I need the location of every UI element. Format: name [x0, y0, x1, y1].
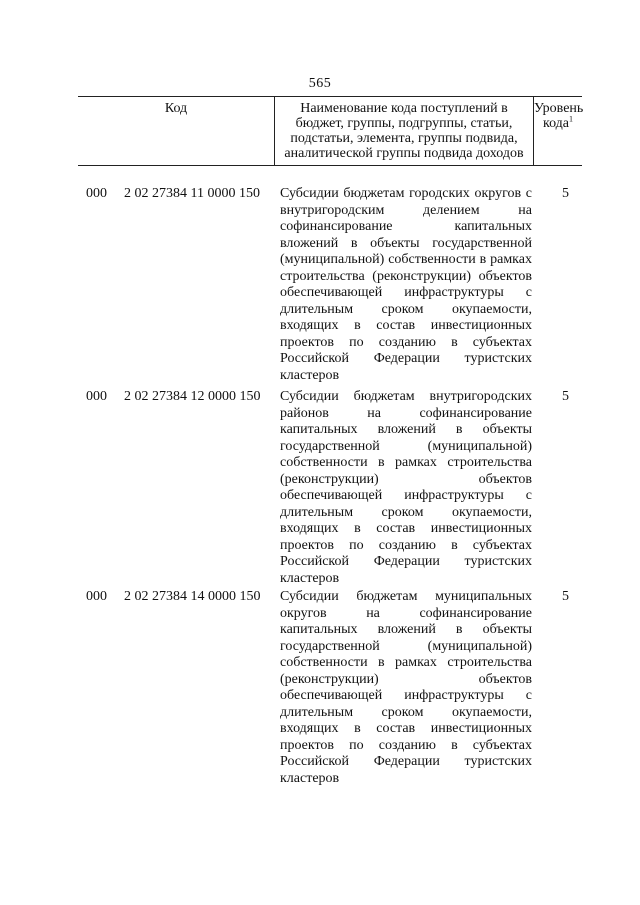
row-code: 2 02 27384 14 0000 150	[124, 589, 261, 604]
header-code: Код	[164, 101, 188, 116]
header-level-label: Уровень кода	[534, 101, 584, 131]
row-name: Субсидии бюджетам муниципальных округов на софинансирование капитальных вложений в объекты государственной (муниципальной) собственности в рамках строительства (реконструкции) объектов обеспечивающей инфраструктуры с длительным сроком окупаемости, входящих в состав инвестиционных проектов по созданию в субъектах Российской Федерации туристских кластеров	[280, 589, 532, 786]
row-name: Субсидии бюджетам внутригородских районов на софинансирование капитальных вложений в объекты государственной (муниципальной) собственности в рамках строительства (реконструкции) объектов обеспечивающей инфраструктуры с длительным сроком окупаемости, входящих в состав инвестиционных проектов по созданию в субъектах Российской Федерации туристских кластеров	[280, 389, 532, 586]
row-admin-code: 000	[86, 589, 107, 604]
row-level: 5	[562, 389, 569, 404]
row-admin-code: 000	[86, 186, 107, 201]
header-name: Наименование кода поступлений в бюджет, группы, подгруппы, статьи, подстатьи, элемента, группы подвида, аналитической группы подвида доходов	[274, 97, 534, 165]
row-admin-code: 000	[86, 389, 107, 404]
header-level	[534, 97, 582, 165]
row-level: 5	[562, 186, 569, 201]
table-header	[78, 96, 582, 166]
row-code: 2 02 27384 12 0000 150	[124, 389, 261, 404]
row-name: Субсидии бюджетам городских округов с внутригородским делением на софинансирование капитальных вложений в объекты государственной (муниципальной) собственности в рамках строительства (реконструкции) объектов обеспечивающей инфраструктуры с длительным сроком окупаемости, входящих в состав инвестиционных проектов по созданию в субъектах Российской Федерации туристских кластеров	[280, 186, 532, 383]
row-level: 5	[562, 589, 569, 604]
row-code: 2 02 27384 11 0000 150	[124, 186, 260, 201]
page-number: 565	[308, 76, 332, 91]
header-level-footnote: 1	[569, 114, 574, 124]
